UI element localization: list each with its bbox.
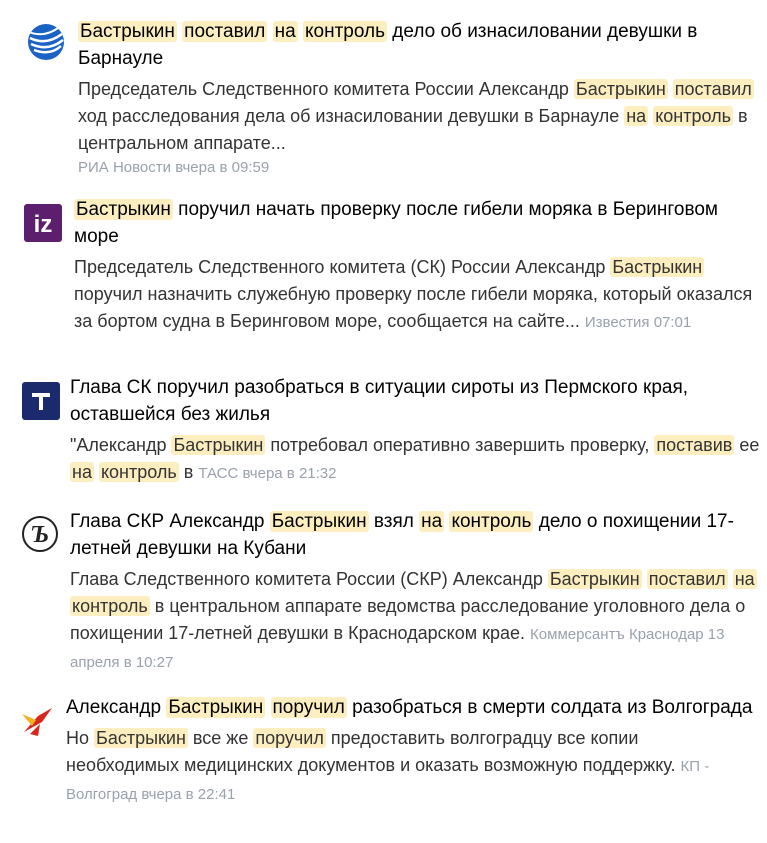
news-snippet	[78, 76, 758, 157]
text-segment: Глава Следственного комитета России (СКР) Александр	[70, 569, 548, 589]
news-source[interactable]: КП - Волгоград вчера в 22:41	[66, 758, 710, 803]
news-source[interactable]: Коммерсантъ Краснодар 13 апреля в 10:27	[70, 626, 725, 671]
highlighted-term: Бастрыкин	[173, 435, 264, 455]
highlighted-term: Бастрыкин	[271, 511, 367, 532]
text-segment: дело об изнасиловании девушки в Барнауле	[78, 21, 698, 69]
text-segment: ход расследования дела об изнасиловании девушки в Барнауле	[78, 106, 625, 126]
highlighted-term: поручил	[272, 697, 345, 718]
highlighted-term: на	[626, 106, 647, 126]
highlighted-term: поставив	[656, 435, 733, 455]
text-segment: Глава СКР Александр	[70, 511, 270, 532]
highlighted-term: контроль	[72, 596, 148, 616]
text-segment: поручил начать проверку после гибели моряка в Беринговом море	[74, 199, 718, 247]
highlighted-term: на	[734, 569, 755, 589]
news-snippet	[74, 254, 754, 336]
news-title[interactable]	[66, 694, 756, 721]
text-segment: потребовал оперативно завершить проверку,	[265, 435, 655, 455]
text-segment: предоставить волгоградцу все копии необходимых медицинских документов и оказать возможную поддержку.	[66, 728, 681, 775]
highlighted-term: контроль	[305, 21, 386, 42]
text-segment: в центральном аппарате...	[78, 106, 748, 153]
kommersant-icon[interactable]	[20, 514, 60, 554]
text-segment: Председатель Следственного комитета России Александр	[78, 79, 574, 99]
highlighted-term: контроль	[655, 106, 731, 126]
text-segment: в	[178, 462, 199, 482]
text-segment: взял	[368, 511, 420, 532]
news-source[interactable]: ТАСС вчера в 21:32	[198, 465, 337, 482]
news-snippet	[66, 725, 756, 808]
highlighted-term: контроль	[100, 462, 177, 482]
text-segment: "Александр	[70, 435, 172, 455]
text-segment	[265, 697, 270, 718]
text-segment: все же	[187, 728, 254, 748]
text-segment: Глава СК поручил разобраться в ситуации сироты из Пермского края, оставшейся без жилья	[70, 377, 689, 425]
highlighted-term: Бастрыкин	[549, 569, 640, 589]
highlighted-term: поставил	[674, 79, 752, 99]
news-title[interactable]	[78, 18, 758, 72]
highlighted-term: Бастрыкин	[96, 728, 186, 748]
text-segment: Но	[66, 728, 95, 748]
text-segment: разобраться в смерти солдата из Волгограда	[346, 697, 753, 718]
svg-text:iz: iz	[33, 211, 53, 238]
highlighted-term: на	[421, 511, 443, 532]
highlighted-term: Бастрыкин	[80, 21, 175, 42]
highlighted-term: на	[274, 21, 296, 42]
text-segment: поручил назначить служебную проверку после гибели моряка, который оказался за бортом судна в Беринговом море, сообщается на сайте...	[74, 284, 753, 331]
news-snippet	[70, 566, 760, 676]
news-source[interactable]: Известия 07:01	[584, 314, 692, 331]
text-segment	[267, 21, 272, 42]
text-segment	[642, 569, 647, 589]
svg-text:Ъ: Ъ	[30, 522, 50, 548]
highlighted-term: Бастрыкин	[575, 79, 666, 99]
text-segment: Александр	[66, 697, 167, 718]
highlighted-term: Бастрыкин	[168, 697, 264, 718]
highlighted-term: контроль	[451, 511, 532, 532]
text-segment	[728, 569, 733, 589]
izvestia-iz-icon[interactable]	[24, 204, 62, 242]
highlighted-term: поручил	[255, 728, 324, 748]
text-segment: в центральном аппарате ведомства расследование уголовного дела о похищении 17-летней девушки в Краснодарском крае.	[70, 596, 746, 643]
text-segment: дело о похищении 17-летней девушки на Кубани	[70, 511, 734, 559]
tass-t-icon[interactable]	[22, 382, 60, 420]
highlighted-term: Бастрыкин	[76, 199, 171, 220]
ria-globe-icon[interactable]	[26, 22, 66, 62]
news-title[interactable]	[70, 374, 760, 428]
text-segment: ее	[734, 435, 760, 455]
highlighted-term: поставил	[648, 569, 726, 589]
highlighted-term: поставил	[184, 21, 266, 42]
news-snippet	[70, 432, 760, 487]
news-source[interactable]: РИА Новости вчера в 09:59	[78, 159, 270, 176]
highlighted-term: Бастрыкин	[612, 257, 703, 277]
kp-swallow-icon[interactable]	[18, 702, 58, 742]
news-title[interactable]	[70, 508, 760, 562]
news-title[interactable]	[74, 196, 754, 250]
highlighted-term: на	[72, 462, 92, 482]
text-segment: Председатель Следственного комитета (СК) России Александр	[74, 257, 611, 277]
